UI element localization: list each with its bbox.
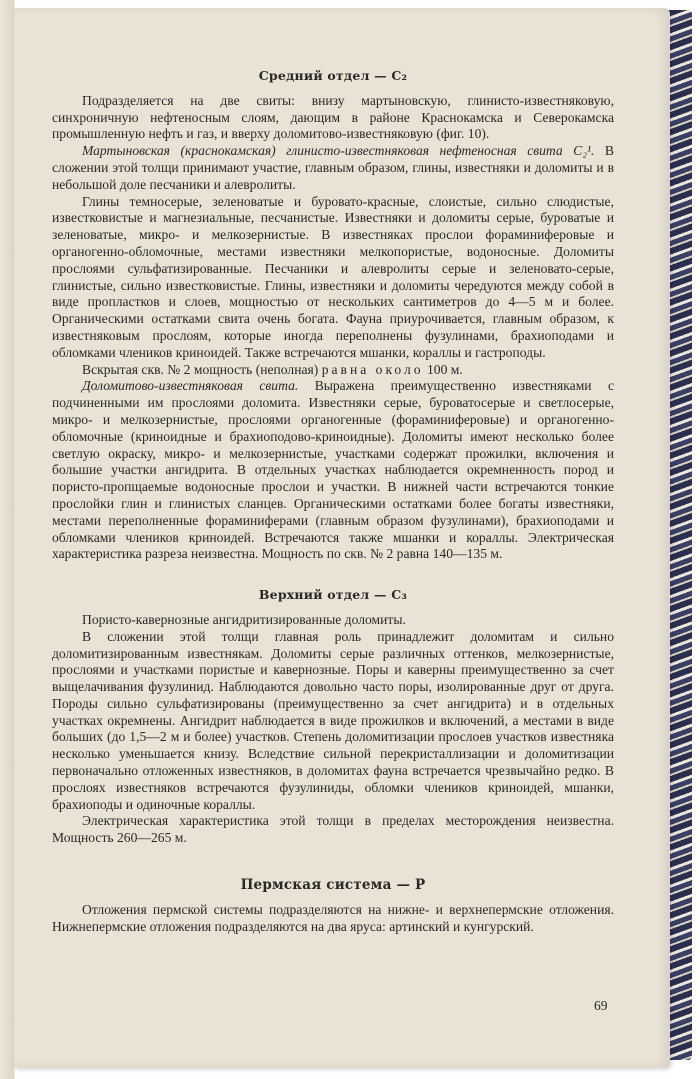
- thickness-lead: Вскрытая скв. № 2 мощность (неполная): [82, 361, 319, 377]
- permian-section-heading: Пермская система — P: [240, 877, 426, 894]
- suite1-text: В сложении этой толщи принимают участие, главным образом, глины, известняки и доломиты и в небольшой доле песчаники и алевролиты.: [52, 143, 614, 192]
- upper-paragraph: В сложении этой толщи главная роль принадлежит доломитам и сильно доломитизированным известнякам. Доломиты серые различных оттенков, мелкозернистые, прослоями и участками пористые и кавернозные. Поры и каверны преимущественно за счет выщелачивания фузулинид. Наблюдаются довольно часто поры, изолированные друг от друга. Породы сильно сульфатизированы (преимущественно за счет ангидрита) и в отдельных участках окремнены. Ангидрит наблюдается в виде прожилков и включений, а местами в виде больших (до 1,5—2 м и более) участков. Степень доломитизации прослоев участков известняка несколько уменьшается книзу. Вследствие сильной перекристаллизации и доломитизации первоначально отложенных известняков, в доломитах фауна встречается чрезвычайно редко. В прослоях известняков встречаются фузулиниды, обломки члеников криноидей, мшанки, брахиоподы и одиночные кораллы.: [52, 628, 614, 812]
- upper-lead-paragraph: Пористо-кавернозные ангидритизированные доломиты.: [82, 611, 406, 627]
- page-content: [52, 68, 614, 935]
- permian-paragraph: Отложения пермской системы подразделяются на нижне- и верхнепермские отложения. Нижнепермские отложения подразделяются на два яруса: артинский и кунгурский.: [52, 901, 614, 934]
- thickness-value: 100 м.: [426, 361, 463, 377]
- middle-section-heading: Средний отдел — C₂: [258, 68, 408, 83]
- suite1-paragraph: [52, 143, 614, 193]
- book-cover-edge: [668, 10, 692, 1060]
- suite2-text: Выражена преимущественно известняками с подчиненными им прослоями доломита. Известняки серые, буроватосерые и светлосерые, микро- и мелкозернистые, прослоями органогенные (фораминиферовые) и органогенно-обломочные (криноидные и брахиоподово-криноидные). Доломиты имеют несколько более светлую окраску, микро- и мелкозернистые, участками содержат прожилки, включения и большие участки ангидрита. В отдельных участках наблюдается окремненность пород и пористо-пропщаемые водоносные прослои и участки. В нижней части встречаются тонкие прослойки глин и глинистых сланцев. Органическими остатками более богаты известняки, местами переполненные фораминиферами (главным образом фузулинами), брахиоподами и обломками члеников криноидей. Встречаются также мшанки и кораллы. Электрическая характеристика разреза неизвестна. Мощность по скв. № 2 равна 140—135 м.: [52, 378, 615, 562]
- upper-section-heading: Верхний отдел — C₃: [258, 587, 408, 603]
- suite2-paragraph: [52, 378, 614, 563]
- book-page: [14, 8, 670, 1068]
- middle-paragraph-2: Глины темносерые, зеленоватые и буровато-красные, слоистые, сильно слюдистые, известковистые и магнезиальные, песчанистые. Известняки и доломиты серые, буроватые и зеленоватые, микро- и мелкозернистые. В известняках прослои фораминиферовые и органогенно-обломочные, местами известняки мелкопористые, водоносные. Доломиты прослоями сульфатизированные. Песчаники и алевролиты серые и зеленовато-серые, глинистые, сильно известковистые. Глины, известняки и доломиты чередуются между собой в виде пропластков и слоев, мощностью от нескольких сантиметров до 4—5 м и более. Органическими остатками свита очень богата. Фауна приурочивается, главным образом, к известняковым прослоям, которые иногда переполнены фузулинами, брахиоподами и обломками члеников криноидей. Также встречаются мшанки, кораллы и гастроподы.: [52, 193, 614, 360]
- upper-electric-paragraph: Электрическая характеристика этой толщи в пределах месторождения неизвестна. Мощность 260—265 м.: [52, 813, 614, 846]
- page-number: 69: [594, 998, 608, 1013]
- thickness-paragraph: [52, 362, 614, 379]
- thickness-spaced: равна около: [321, 361, 424, 377]
- suite1-title: Мартыновская (краснокамская) глинисто-известняковая нефтеносная свита C₂¹.: [82, 143, 595, 159]
- suite2-title: Доломитово-известняковая свита.: [82, 378, 299, 394]
- middle-intro-paragraph: Подразделяется на две свиты: внизу мартыновскую, глинисто-известняковую, синхроничную нефтеносным слоям, дающим в районе Краснокамска и Северокамска промышленную нефть и газ, и вверху доломитово-известняковую (фиг. 10).: [52, 92, 614, 142]
